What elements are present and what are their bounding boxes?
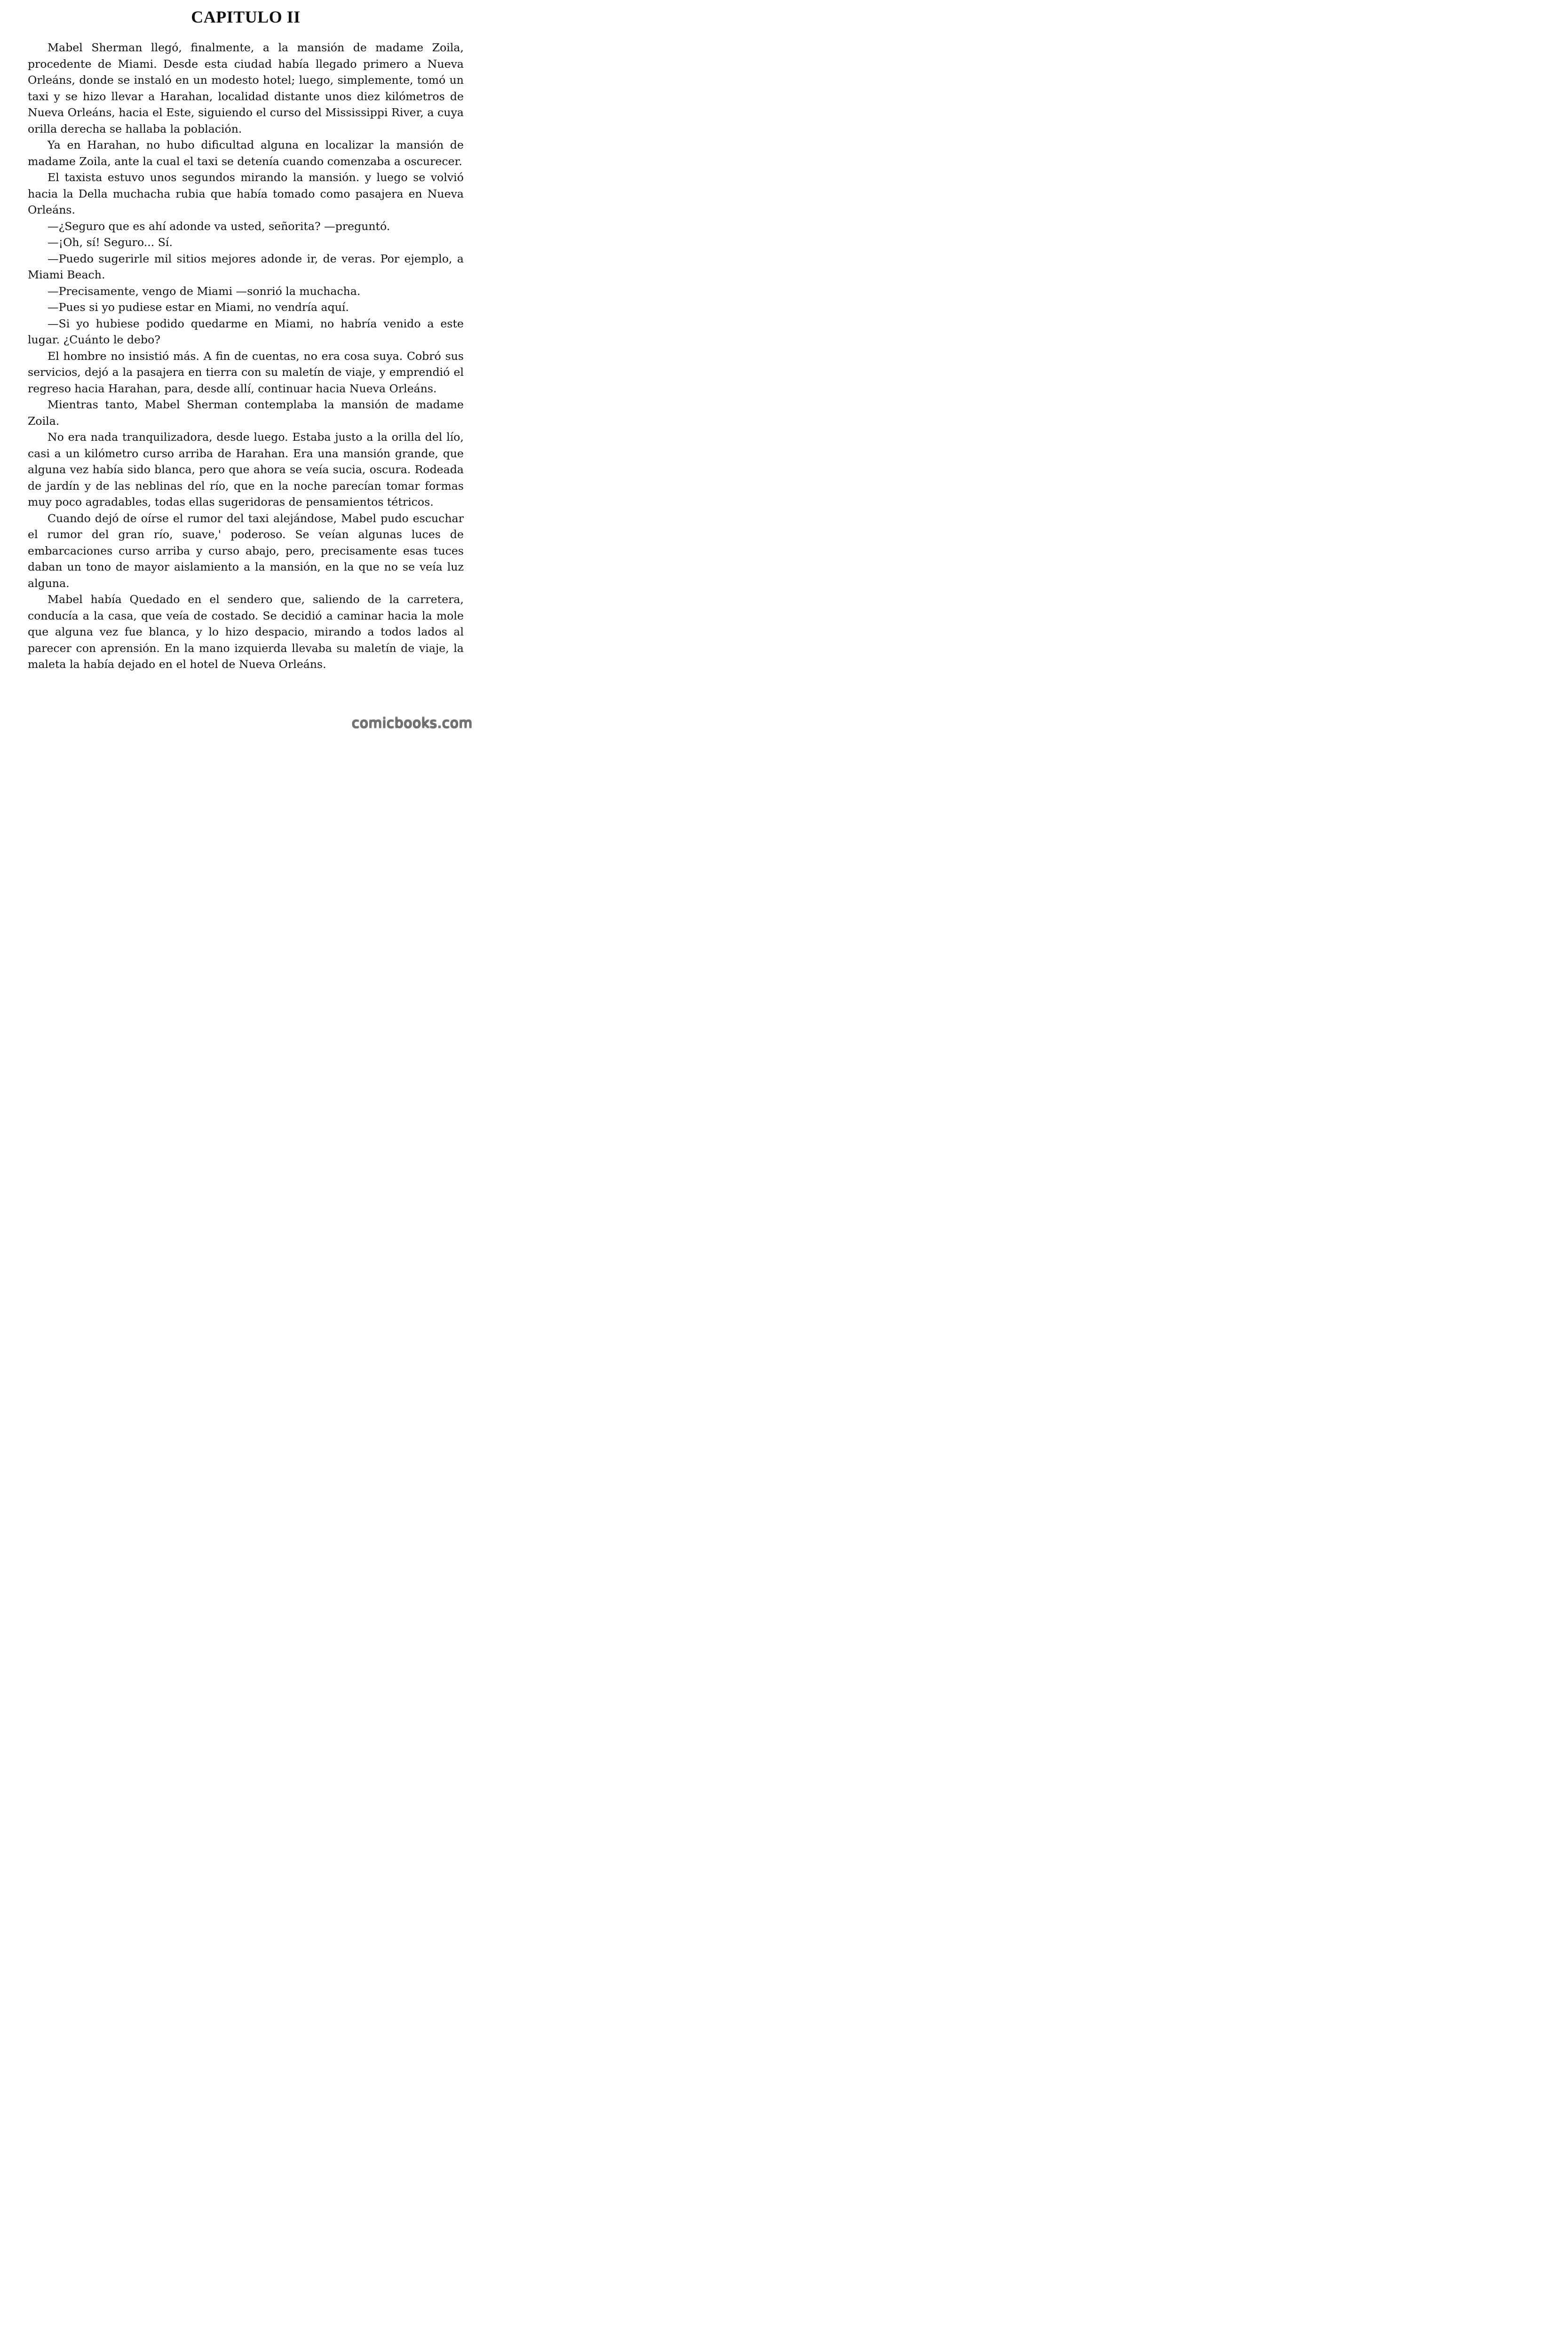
paragraph: Mientras tanto, Mabel Sherman contemplaba la mansión de madame Zoila. [28,398,464,428]
watermark: comicbooks.com [352,715,473,731]
dialogue-line: —Precisamente, vengo de Miami —sonrió la muchacha. [48,284,361,298]
dialogue-line: —Puedo sugerirle mil sitios mejores adonde ir, de veras. Por ejemplo, a Miami Beach. [28,252,464,281]
paragraph: Mabel Sherman llegó, finalmente, a la mansión de madame Zoila, procedente de Miami. Desde esta ciudad había llegado primero a Nueva Orleáns, donde se instaló en un modesto hotel; luego, simplemente, tomó un taxi y se hizo llevar a Harahan, localidad distante unos diez kilómetros de Nueva Orleáns, hacia el Este, siguiendo el curso del Mississippi River, a cuya orilla derecha se hallaba la población. [28,41,464,135]
book-page [0,0,491,738]
paragraph: El hombre no insistió más. A fin de cuentas, no era cosa suya. Cobró sus servicios, dejó a la pasajera en tierra con su maletín de viaje, y emprendió el regreso hacia Harahan, para, desde allí, continuar hacia Nueva Orleáns. [28,349,464,395]
paragraph: Ya en Harahan, no hubo dificultad alguna en localizar la mansión de madame Zoila, ante la cual el taxi se detenía cuando comenzaba a oscurecer. [28,138,464,168]
paragraph: No era nada tranquilizadora, desde luego. Estaba justo a la orilla del lío, casi a un kilómetro curso arriba de Harahan. Era una mansión grande, que alguna vez había sido blanca, pero que ahora se veía sucia, oscura. Rodeada de jardín y de las neblinas del río, que en la noche parecían tomar formas muy poco agradables, todas ellas sugeridoras de pensamientos tétricos. [28,430,464,509]
dialogue-line: —¡Oh, sí! Seguro... Sí. [48,236,173,249]
paragraph: El taxista estuvo unos segundos mirando la mansión. y luego se volvió hacia la Della muchacha rubia que había tomado como pasajera en Nueva Orleáns. [28,171,464,216]
paragraph: Mabel había Quedado en el sendero que, saliendo de la carretera, conducía a la casa, que veía de costado. Se decidió a caminar hacia la mole que alguna vez fue blanca, y lo hizo despacio, mirando a todos lados al parecer con aprensión. En la mano izquierda llevaba su maletín de viaje, la maleta la había dejado en el hotel de Nueva Orleáns. [28,593,464,671]
dialogue-line: —¿Seguro que es ahí adonde va usted, señorita? —preguntó. [48,219,390,233]
paragraph: Cuando dejó de oírse el rumor del taxi alejándose, Mabel pudo escuchar el rumor del gran río, suave,' poderoso. Se veían algunas luces de embarcaciones curso arriba y curso abajo, pero, precisamente esas tuces daban un tono de mayor aislamiento a la mansión, en la que no se veía luz alguna. [28,511,464,590]
chapter-body [28,40,464,673]
dialogue-line: —Pues si yo pudiese estar en Miami, no vendría aquí. [48,301,349,314]
dialogue-line: —Si yo hubiese podido quedarme en Miami, no habría venido a este lugar. ¿Cuánto le debo? [28,317,464,346]
chapter-title: CAPITULO II [191,8,301,26]
